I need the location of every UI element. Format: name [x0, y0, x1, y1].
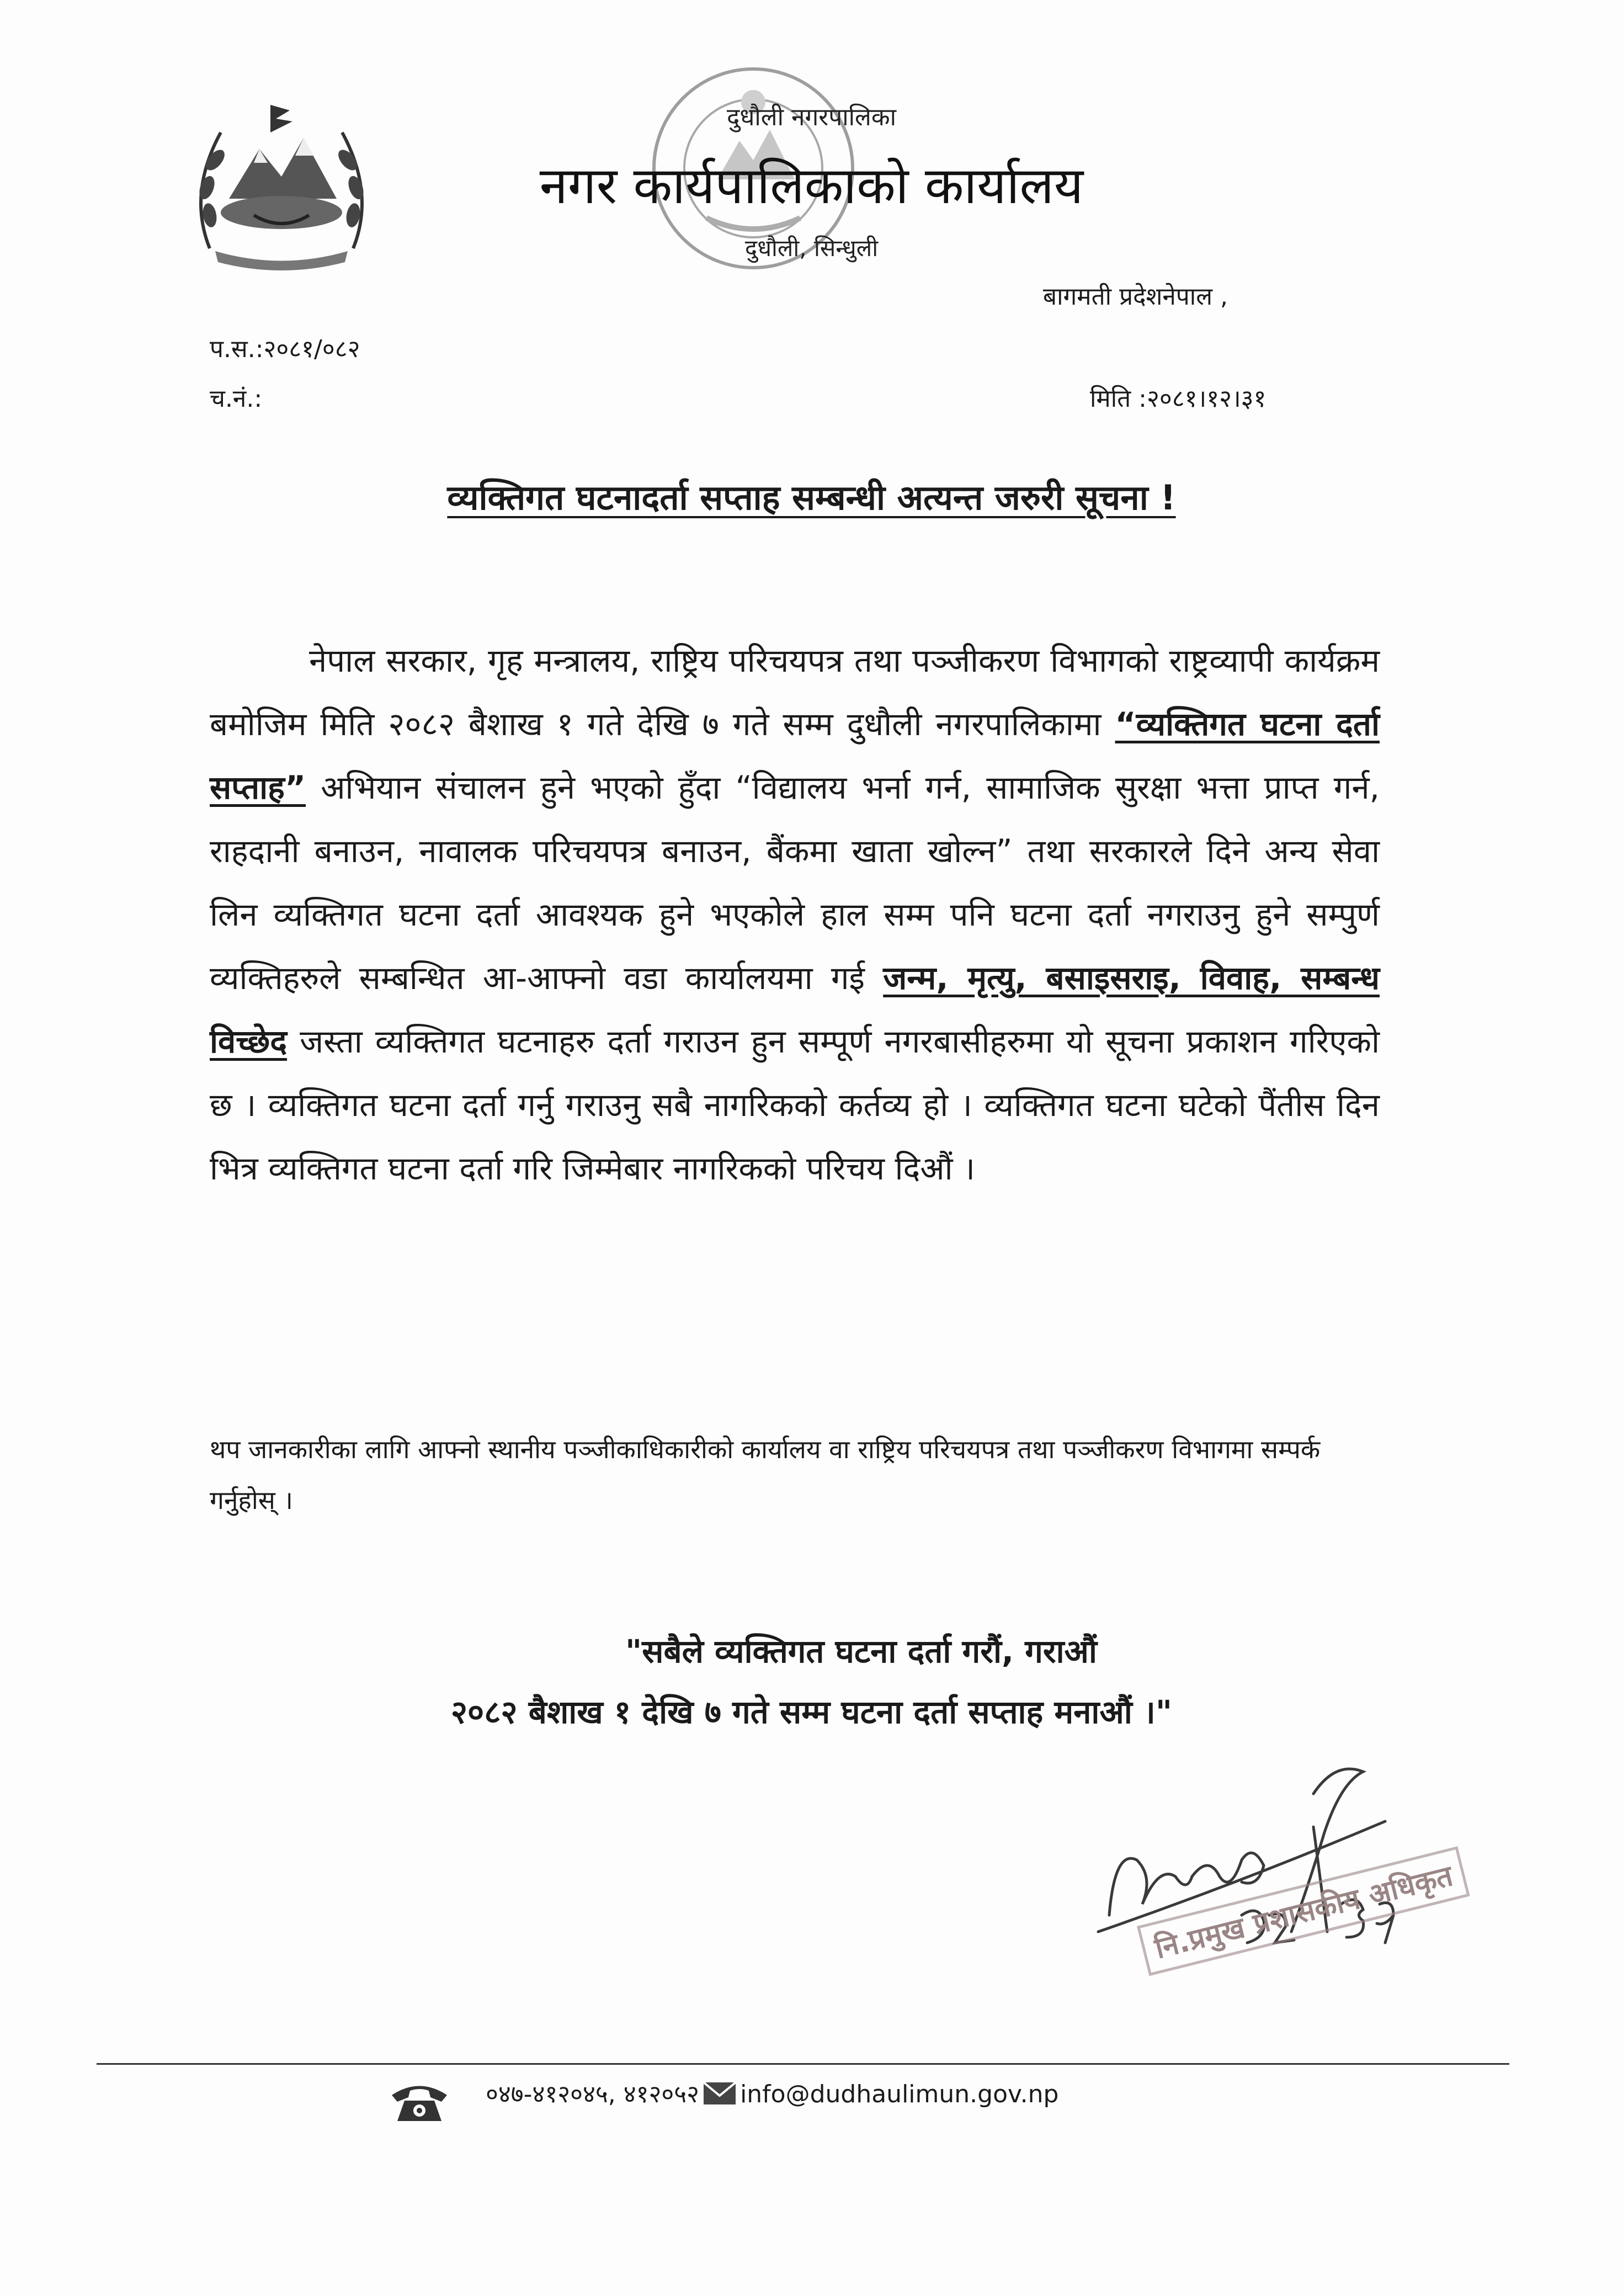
body-text-part-2: अभियान संचालन हुने भएको हुँदा “विद्यालय भर्ना गर्न, सामाजिक सुरक्षा भत्ता प्राप्त गर्न, राहदानी बनाउन, नावालक परिचयपत्र बनाउन, बैंकमा खाता खोल्न” तथा सरकारले दिने अन्य सेवा लिन व्यक्तिगत घटना दर्ता आवश्यक हुने भएकोले हाल सम्म पनि घटना दर्ता नगराउनु हुने सम्पुर्ण व्यक्तिहरुले सम्बन्धित आ-आफ्नो वडा कार्यालयमा गई	[210, 769, 1380, 997]
municipality-name: दुधौली नगरपालिका	[726, 103, 897, 131]
body-text-part-3: जस्ता व्यक्तिगत घटनाहरु दर्ता गराउन हुन सम्पूर्ण नगरबासीहरुमा यो सूचना प्रकाशन गरिएको छ । व्यक्तिगत घटना दर्ता गर्नु गराउनु सबै नागरिकको कर्तव्य हो । व्यक्तिगत घटना घटेको पैंतीस दिन भित्र व्यक्तिगत घटना दर्ता गरि जिम्मेबार नागरिकको परिचय दिऔं ।	[210, 1023, 1380, 1187]
telephone-icon	[389, 2080, 450, 2124]
notice-title: व्यक्तिगत घटनादर्ता सप्ताह सम्बन्धी अत्यन्त जरुरी सूचना !	[447, 477, 1176, 518]
phone-numbers: ०४७-४१२०४५, ४१२०५२	[486, 2080, 700, 2108]
body-text-part-1: नेपाल सरकार, गृह मन्त्रालय, राष्ट्रिय परिचयपत्र तथा पञ्जीकरण विभागको राष्ट्रव्यापी कार्यक्रम बमोजिम मिति २०८२ बैशाख १ गते देखि ७ गते सम्म दुधौली नगरपालिकामा	[210, 642, 1380, 743]
footer-divider	[97, 2063, 1509, 2065]
office-address: दुधौली, सिन्धुली	[744, 235, 879, 262]
envelope-icon	[703, 2081, 737, 2106]
further-info: थप जानकारीका लागि आफ्नो स्थानीय पञ्जीकाधिकारीको कार्यालय वा राष्ट्रिय परिचयपत्र तथा पञ्जीकरण विभागमा सम्पर्क गर्नुहोस् ।	[210, 1434, 1321, 1515]
letter-date: मिति :२०८१।१२।३१	[1090, 385, 1267, 413]
notice-body	[210, 629, 1380, 1200]
contact-line	[486, 2076, 1058, 2109]
vital-events-list: जन्म, मृत्यु, बसाइसराइ, विवाह, सम्बन्ध विच्छेद	[210, 959, 1380, 1060]
campaign-name: “व्यक्तिगत घटना दर्ता सप्ताह”	[210, 705, 1380, 806]
province-line: बागमती प्रदेशनेपाल ,	[1043, 283, 1228, 311]
slogan-line-2: २०८२ बैशाख १ देखि ७ गते सम्म घटना दर्ता सप्ताह मनाऔं ।"	[450, 1693, 1173, 1731]
reference-number: प.स.:२०८१/०८२	[210, 335, 360, 363]
email-address[interactable]: info@dudhaulimun.gov.np	[740, 2080, 1059, 2108]
slogan-line-1: "सबैले व्यक्तिगत घटना दर्ता गरौं, गराऔं	[625, 1633, 1097, 1670]
officer-stamp: नि.प्रमुख प्रशासकीय अधिकृत	[1137, 1846, 1470, 1976]
challan-number: च.नं.:	[210, 385, 263, 413]
office-name: नगर कार्यपालिकाको कार्यालय	[539, 156, 1084, 215]
